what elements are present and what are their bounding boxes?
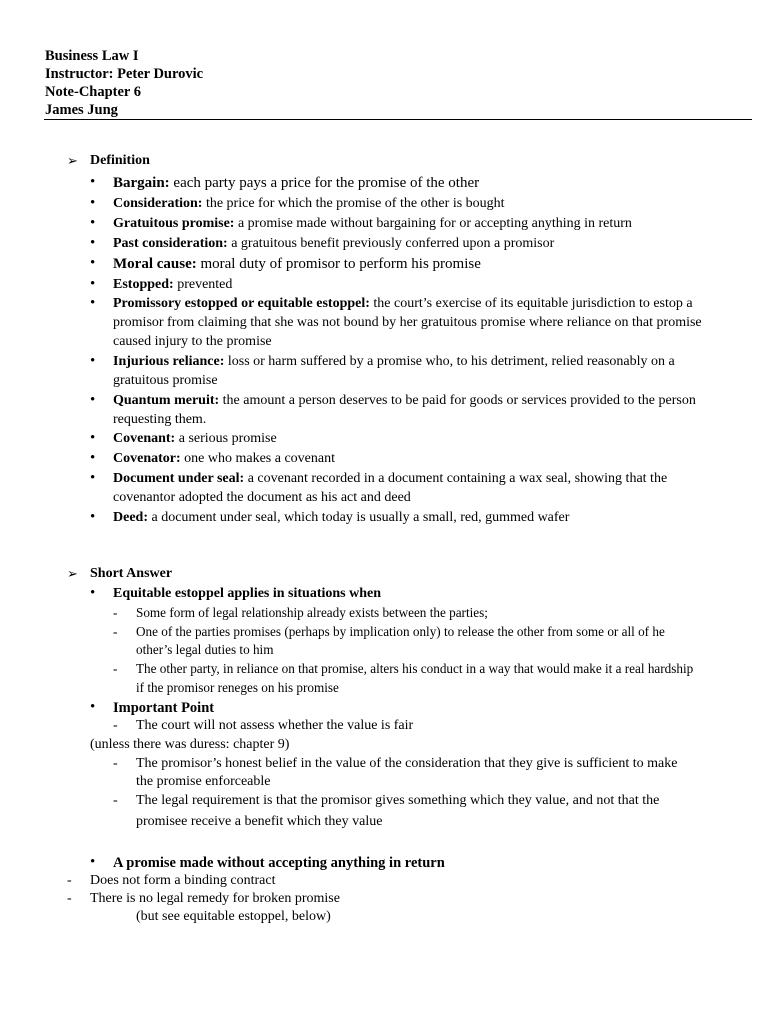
definition-continuation: covenantor adopted the document as his act and deed <box>113 490 411 505</box>
important-item-cont: promisee receive a benefit which they value <box>136 814 383 829</box>
bullet-icon: • <box>90 450 96 466</box>
note-chapter: Note-Chapter 6 <box>45 84 141 100</box>
promise-item: Does not form a binding contract <box>90 873 276 888</box>
bullet-icon: • <box>90 353 96 369</box>
definition-term: Quantum meruit: <box>113 393 220 408</box>
equitable-item-cont: if the promisor reneges on his promise <box>136 680 339 695</box>
bullet-icon: • <box>90 255 96 271</box>
bullet-icon: • <box>90 235 96 251</box>
definition-text: a serious promise <box>175 431 277 446</box>
definition-item <box>113 196 505 212</box>
definition-term: Bargain: <box>113 175 170 191</box>
equitable-item: Some form of legal relationship already exists between the parties; <box>136 605 488 620</box>
definition-item <box>113 277 232 293</box>
definition-item <box>113 431 277 447</box>
dash-icon: - <box>113 661 118 676</box>
definition-text: a gratuitous benefit previously conferred upon a promisor <box>227 236 555 251</box>
promise-item: There is no legal remedy for broken promise <box>90 891 340 906</box>
definition-term: Moral cause: <box>113 256 197 272</box>
definition-text: one who makes a covenant <box>180 451 335 466</box>
definition-text: the price for which the promise of the other is bought <box>202 196 505 211</box>
definition-item <box>113 296 693 312</box>
definition-item <box>113 451 335 467</box>
equitable-item: One of the parties promises (perhaps by implication only) to release the other from some or all of he <box>136 624 665 639</box>
definition-term: Deed: <box>113 510 148 525</box>
definition-item <box>113 510 569 526</box>
definition-text: loss or harm suffered by a promise who, to his detriment, relied reasonably on a <box>224 354 675 369</box>
definition-item <box>113 256 481 273</box>
dash-icon: - <box>113 756 118 771</box>
bullet-icon: • <box>90 174 96 190</box>
bullet-icon: • <box>90 854 96 870</box>
definition-text: a document under seal, which today is usually a small, red, gummed wafer <box>148 510 570 525</box>
dash-icon: - <box>113 718 118 733</box>
definition-continuation: promisor from claiming that she was not bound by her gratuitous promise where reliance on that promise <box>113 315 702 330</box>
definition-heading: Definition <box>90 153 150 168</box>
definition-item <box>113 471 667 487</box>
bullet-icon: • <box>90 295 96 311</box>
definition-term: Gratuitous promise: <box>113 216 235 231</box>
definition-item <box>113 236 554 252</box>
definition-continuation: caused injury to the promise <box>113 334 272 349</box>
definition-term: Covenant: <box>113 431 176 446</box>
definition-text: the court’s exercise of its equitable jurisdiction to estop a <box>369 296 693 311</box>
dash-icon: - <box>67 891 72 906</box>
course-title: Business Law I <box>45 48 139 64</box>
equitable-title: Equitable estoppel applies in situations when <box>113 586 382 601</box>
important-item-cont: the promise enforceable <box>136 774 271 789</box>
bullet-icon: • <box>90 509 96 525</box>
arrow-bullet-icon: ➢ <box>67 566 78 581</box>
important-item: The promisor’s honest belief in the value of the consideration that they give is sufficient to make <box>136 756 678 771</box>
definition-term: Document under seal: <box>113 471 245 486</box>
bullet-icon: • <box>90 215 96 231</box>
definition-term: Covenator: <box>113 451 181 466</box>
equitable-item-cont: other’s legal duties to him <box>136 642 274 657</box>
definition-text: moral duty of promisor to perform his promise <box>196 256 481 272</box>
important-point-title: Important Point <box>113 700 215 716</box>
bullet-icon: • <box>90 430 96 446</box>
definition-term: Estopped: <box>113 277 174 292</box>
definition-term: Past consideration: <box>113 236 228 251</box>
dash-icon: - <box>113 605 118 620</box>
equitable-item: The other party, in reliance on that promise, alters his conduct in a way that would make it a real hardship <box>136 661 694 676</box>
bullet-icon: • <box>90 195 96 211</box>
bullet-icon: • <box>90 699 96 715</box>
duress-note: (unless there was duress: chapter 9) <box>90 737 290 752</box>
dash-icon: - <box>67 873 72 888</box>
arrow-bullet-icon: ➢ <box>67 153 78 168</box>
estoppel-note: (but see equitable estoppel, below) <box>136 909 331 924</box>
bullet-icon: • <box>90 392 96 408</box>
definition-item <box>113 216 632 232</box>
definition-term: Injurious reliance: <box>113 354 225 369</box>
definition-text: prevented <box>173 277 233 292</box>
definition-item <box>113 393 696 409</box>
bullet-icon: • <box>90 276 96 292</box>
instructor-line: Instructor: Peter Durovic <box>45 66 204 82</box>
dash-icon: - <box>113 793 118 808</box>
bullet-icon: • <box>90 470 96 486</box>
definition-text: a promise made without bargaining for or accepting anything in return <box>234 216 632 231</box>
definition-term: Promissory estopped or equitable estoppel: <box>113 296 370 311</box>
important-item: The legal requirement is that the promisor gives something which they value, and not that the <box>136 793 660 808</box>
short-answer-heading: Short Answer <box>90 566 173 581</box>
definition-continuation: requesting them. <box>113 412 207 427</box>
definition-item <box>113 175 479 192</box>
promise-title: A promise made without accepting anything in return <box>113 855 445 871</box>
definition-term: Consideration: <box>113 196 203 211</box>
header-rule <box>44 119 752 120</box>
definition-continuation: gratuitous promise <box>113 373 218 388</box>
author-name: James Jung <box>45 102 118 118</box>
definition-text: each party pays a price for the promise of the other <box>169 175 480 191</box>
bullet-icon: • <box>90 585 96 601</box>
definition-text: a covenant recorded in a document containing a wax seal, showing that the <box>244 471 668 486</box>
definition-text: the amount a person deserves to be paid for goods or services provided to the person <box>219 393 696 408</box>
dash-icon: - <box>113 624 118 639</box>
important-item: The court will not assess whether the value is fair <box>136 718 414 733</box>
definition-item <box>113 354 675 370</box>
